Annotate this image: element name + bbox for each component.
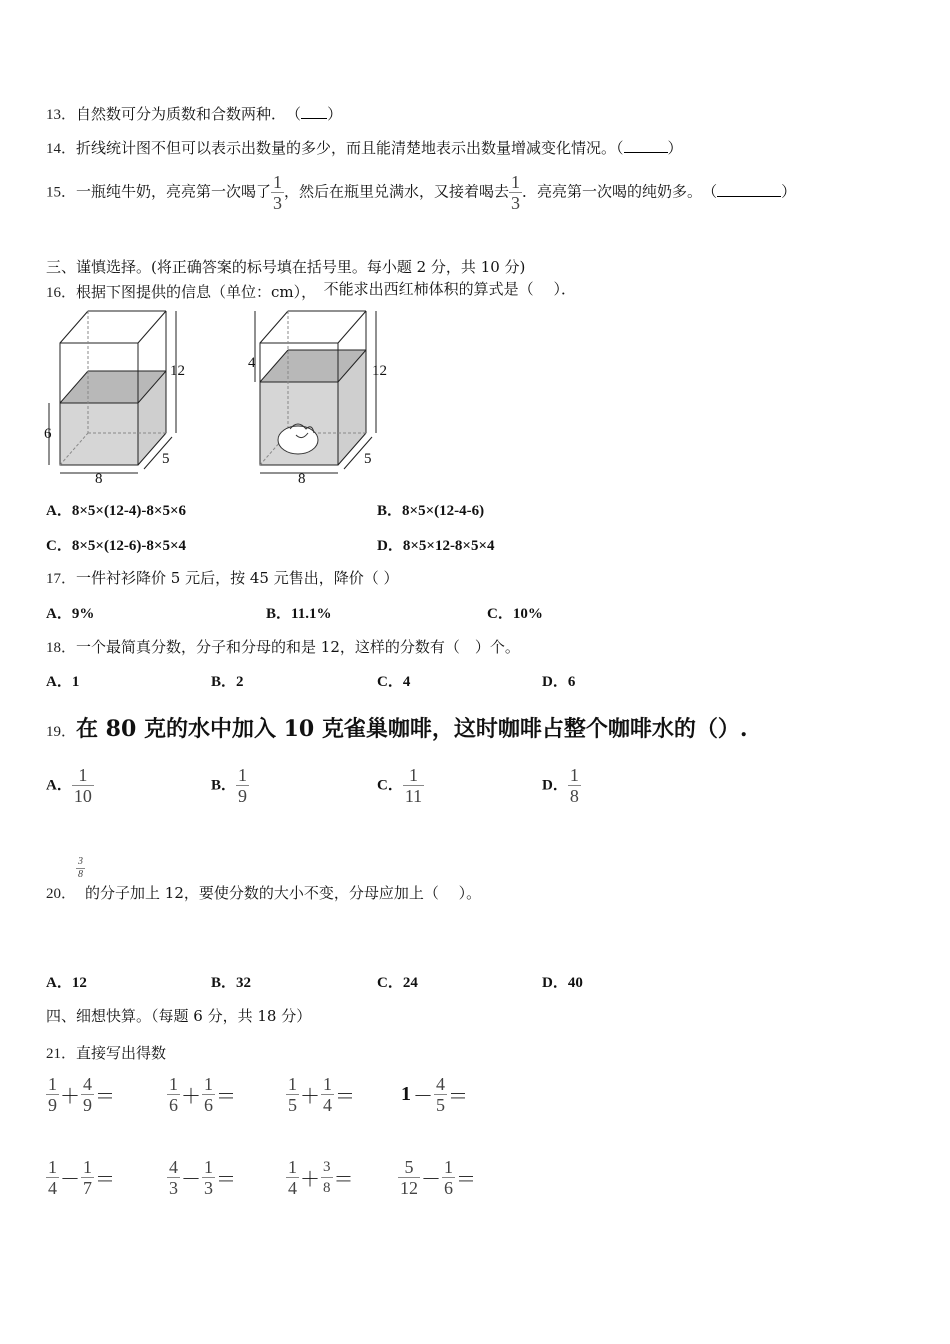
width-label: 8 <box>298 471 306 485</box>
fraction: $\frac{1}{11}$ <box>404 765 423 806</box>
fraction: $\frac{1}{3}$ <box>273 172 283 213</box>
section-heading-4: 四、细想快算。（每题 6 分，共 18 分） <box>46 1007 312 1025</box>
height-label: 12 <box>170 363 185 379</box>
fraction: $\frac{1}{3}$ <box>511 172 521 213</box>
option-b[interactable]: B．11.1% <box>266 606 332 622</box>
question-text: 在 80 克的水中加入 10 克雀巢咖啡，这时咖啡占整个咖啡水的（）. <box>76 716 748 742</box>
calc-item: $\frac{4}{3}$ － $\frac{1}{3}$ ＝ <box>169 1157 236 1198</box>
option-a[interactable]: A．9% <box>46 606 95 622</box>
option-a[interactable]: A．12 <box>46 975 87 991</box>
water-height-label: 6 <box>44 426 52 442</box>
option-b[interactable]: B．32 <box>211 975 252 991</box>
question-number: 13． <box>46 107 77 123</box>
fraction-small: $\frac{3}{8}$ <box>78 856 84 880</box>
figure-container-water <box>40 305 200 485</box>
question-text: 折线统计图不但可以表示出数量的多少，而且能清楚地表示出数量增减变化情况。 <box>76 139 617 157</box>
question-text: ，然后在瓶里兑满水，又接着喝去 <box>284 182 510 201</box>
question-16 <box>46 281 576 302</box>
question-number: 18． <box>46 640 77 656</box>
question-number: 20． <box>46 886 77 902</box>
option-d[interactable]: D． $\frac{1}{8}$ <box>542 765 579 806</box>
option-b[interactable]: B．8×5×(12-4-6) <box>377 503 485 519</box>
fraction: $\frac{1}{8}$ <box>569 765 579 806</box>
question-13: 13．自然数可分为质数和合数两种． （ ） <box>46 105 343 123</box>
calc-item: $\frac{1}{6}$ ＋ $\frac{1}{6}$ ＝ <box>169 1074 236 1115</box>
question-18 <box>46 636 520 657</box>
option-c[interactable]: C．24 <box>377 975 418 991</box>
depth-label: 5 <box>364 451 372 467</box>
question-text: 根据下图提供的信息（单位：cm）， <box>76 283 309 301</box>
question-21 <box>46 1042 166 1063</box>
question-number: 17． <box>46 571 77 587</box>
option-c[interactable]: C． $\frac{1}{11}$ <box>377 765 423 806</box>
figure-container-tomato <box>240 305 410 485</box>
calc-item: $\frac{1}{4}$ ＋ $\frac{3}{8}$ ＝ <box>288 1157 354 1198</box>
question-text: 的分子加上 12，要使分数的大小不变，分母应加上（ ）。 <box>85 884 482 902</box>
question-text: 一瓶纯牛奶，亮亮第一次喝了 <box>76 182 272 201</box>
answer-blank[interactable] <box>301 106 327 119</box>
question-number: 14． <box>46 141 77 157</box>
fraction: $\frac{1}{10}$ <box>73 765 92 806</box>
question-17 <box>46 567 399 588</box>
question-number: 16． <box>46 285 77 301</box>
option-b[interactable]: B． $\frac{1}{9}$ <box>211 765 248 806</box>
option-a[interactable]: A．1 <box>46 674 80 690</box>
calc-item: $\frac{5}{12}$ － $\frac{1}{6}$ ＝ <box>400 1157 476 1198</box>
water-front <box>60 403 138 465</box>
question-number: 21． <box>46 1046 77 1062</box>
option-d[interactable]: D．40 <box>542 975 583 991</box>
option-d[interactable]: D．8×5×12-8×5×4 <box>377 538 495 554</box>
question-text: 直接写出得数 <box>76 1044 167 1062</box>
option-c[interactable]: C．8×5×(12-6)-8×5×4 <box>46 538 187 554</box>
option-a[interactable]: A． $\frac{1}{10}$ <box>46 765 92 806</box>
question-19 <box>46 712 748 743</box>
section-heading-3: 三、谨慎选择。(将正确答案的标号填在括号里。每小题 2 分，共 10 分) <box>46 258 526 276</box>
question-number: 19． <box>46 724 77 740</box>
question-20 <box>46 856 482 902</box>
depth-label: 5 <box>162 451 170 467</box>
answer-blank[interactable] <box>717 184 781 197</box>
top-gap-label: 4 <box>248 355 256 371</box>
option-d[interactable]: D．6 <box>542 674 576 690</box>
question-text: 一个最简真分数，分子和分母的和是 12，这样的分数有（ ）个。 <box>76 638 520 656</box>
question-15: 15．一瓶纯牛奶，亮亮第一次喝了 $\frac{1}{3}$ ，然后在瓶里兑满水，又接着喝去 $\frac{1}{3}$ ．亮亮第一次喝的纯奶多。 （ ） <box>46 172 797 213</box>
question-number: 15． <box>46 184 77 201</box>
option-c[interactable]: C．4 <box>377 674 411 690</box>
option-b[interactable]: B．2 <box>211 674 244 690</box>
question-14: 14．折线统计图不但可以表示出数量的多少，而且能清楚地表示出数量增减变化情况。（ ） <box>46 139 683 157</box>
fraction: $\frac{1}{9}$ <box>238 765 248 806</box>
calc-item: $\frac{1}{9}$ ＋ $\frac{4}{9}$ ＝ <box>48 1074 115 1115</box>
calc-item: 1 － $\frac{4}{5}$ ＝ <box>401 1074 468 1115</box>
width-label: 8 <box>95 471 103 485</box>
height-label: 12 <box>372 363 387 379</box>
calc-item: $\frac{1}{5}$ ＋ $\frac{1}{4}$ ＝ <box>288 1074 355 1115</box>
question-text: 自然数可分为质数和合数两种． <box>76 105 279 123</box>
answer-blank[interactable] <box>624 140 668 153</box>
calc-item: $\frac{1}{4}$ － $\frac{1}{7}$ ＝ <box>48 1157 115 1198</box>
option-a[interactable]: A．8×5×(12-4)-8×5×6 <box>46 503 187 519</box>
question-text: ．亮亮第一次喝的纯奶多。 <box>522 182 695 201</box>
question-text: 不能求出西红柿体积的算式是（ ）． <box>323 280 576 298</box>
option-c[interactable]: C．10% <box>487 606 543 622</box>
question-text: 一件衬衫降价 5 元后，按 45 元售出，降价（ ） <box>76 569 399 587</box>
